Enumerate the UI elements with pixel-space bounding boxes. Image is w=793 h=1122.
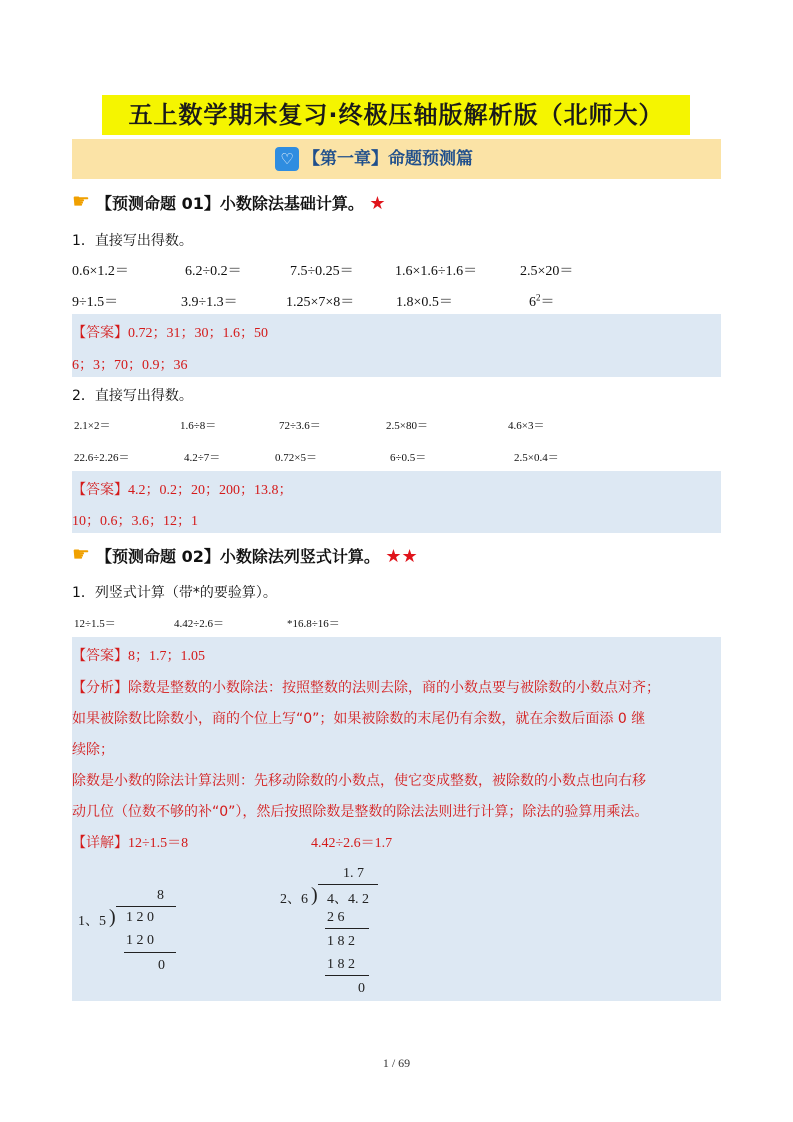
expr: 6÷0.5＝ [390, 452, 427, 464]
expr: *16.8÷16＝ [287, 618, 340, 630]
detail-line [72, 832, 188, 852]
page-title: 五上数学期末复习·终极压轴版解析版（北师大） [128, 101, 664, 129]
expr: 7.5÷0.25＝ [290, 264, 354, 279]
star-icon: ★★ [385, 546, 418, 567]
expr: 12÷1.5＝ [74, 618, 116, 630]
long-division-divisor: 1、5 [78, 914, 106, 929]
pointing-hand-icon: ☛ [72, 189, 90, 213]
question-1-prompt: 1．直接写出得数。 [72, 233, 193, 249]
expr: 4.2÷7＝ [184, 452, 221, 464]
power-expr [529, 291, 555, 311]
answer-values: 6；3；70；0.9；36 [72, 358, 188, 373]
expr: 9÷1.5＝ [72, 295, 119, 310]
long-division-dividend: 1 2 0 [126, 910, 154, 925]
expr: 1.6×1.6÷1.6＝ [395, 264, 478, 279]
answer-values: 4.2；0.2；20；200；13.8； [128, 483, 293, 498]
topic-02-title [96, 544, 418, 567]
analysis-label: 【分析】 [72, 680, 128, 696]
division-bar [116, 906, 176, 907]
topic-02-label: 【预测命题 02】小数除法列竖式计算。 [96, 547, 380, 566]
expr: 2.5×0.4＝ [514, 452, 559, 464]
answer-line [72, 479, 293, 499]
answer-values: 10；0.6；3.6；12；1 [72, 514, 198, 529]
expr: 4.6×3＝ [508, 420, 545, 432]
question-prompt: 1．列竖式计算（带*的要验算）。 [72, 585, 277, 601]
long-division-quotient: 8 [157, 888, 164, 903]
long-division-remainder: 0 [158, 958, 165, 973]
answer-label: 【答案】 [72, 648, 128, 664]
power-exponent: 2 [536, 292, 541, 303]
expr: 1.6÷8＝ [180, 420, 217, 432]
topic-01-title [96, 191, 386, 214]
detail-expr: 12÷1.5＝8 [128, 836, 189, 851]
expr: 2.1×2＝ [74, 420, 111, 432]
long-division-dividend: 4、4. 2 [327, 892, 369, 907]
division-bracket: ) [311, 884, 318, 906]
answer-values: 0.72；31；30；1.6；50 [128, 326, 268, 341]
expr: 0.72×5＝ [275, 452, 317, 464]
answer-values: 8；1.7；1.05 [128, 649, 205, 664]
long-division-remainder: 0 [358, 981, 365, 996]
pointing-hand-icon: ☛ [72, 542, 90, 566]
long-division-step: 1 8 2 [327, 934, 355, 949]
answer-label: 【答案】 [72, 325, 128, 341]
answer-line [72, 645, 205, 665]
expr: 3.9÷1.3＝ [181, 295, 238, 310]
star-icon: ★ [369, 193, 386, 214]
heart-icon: ♡ [275, 147, 299, 171]
expr: 1.25×7×8＝ [286, 295, 355, 310]
expr: 4.42÷2.6＝ [174, 618, 225, 630]
analysis-text: 动几位（位数不够的补“0”），然后按照除数是整数的除法法则进行计算；除法的验算用乘法。 [72, 804, 649, 820]
division-rule [124, 952, 176, 953]
power-equals: ＝ [540, 295, 555, 310]
analysis-text: 除数是小数的除法计算法则：先移动除数的小数点，使它变成整数，被除数的小数点也向右移 [72, 773, 646, 789]
long-division-divisor: 2、6 [280, 892, 308, 907]
analysis-text: 除数是整数的小数除法：按照整数的法则去除，商的小数点要与被除数的小数点对齐； [128, 680, 660, 696]
long-division-quotient: 1. 7 [343, 866, 364, 881]
answer-line [72, 322, 268, 342]
question-2-prompt: 2．直接写出得数。 [72, 388, 193, 404]
division-bracket: ) [109, 906, 116, 928]
expr: 6.2÷0.2＝ [185, 264, 242, 279]
power-base: 6 [529, 295, 536, 310]
page-number: 1 / 69 [382, 1056, 411, 1070]
topic-01-label: 【预测命题 01】小数除法基础计算。 [96, 194, 364, 213]
division-rule [325, 975, 369, 976]
analysis-text: 如果被除数比除数小，商的个位上写“0”；如果被除数的末尾仍有余数，就在余数后面添 0 继 [72, 711, 646, 727]
detail-expr: 4.42÷2.6＝1.7 [311, 836, 393, 851]
long-division-step: 2 6 [327, 910, 345, 925]
analysis-text: 续除； [72, 742, 114, 758]
expr: 1.8×0.5＝ [396, 295, 453, 310]
detail-label: 【详解】 [72, 835, 128, 851]
long-division-step: 1 8 2 [327, 957, 355, 972]
division-bar [318, 884, 378, 885]
division-rule [325, 928, 369, 929]
answer-label: 【答案】 [72, 482, 128, 498]
chapter-title: 【第一章】命题预测篇 [303, 149, 473, 169]
expr: 72÷3.6＝ [279, 420, 321, 432]
long-division-step: 1 2 0 [126, 933, 154, 948]
expr: 0.6×1.2＝ [72, 264, 129, 279]
expr: 2.5×80＝ [386, 420, 428, 432]
analysis-line [72, 677, 660, 697]
expr: 2.5×20＝ [520, 264, 574, 279]
expr: 22.6÷2.26＝ [74, 452, 130, 464]
